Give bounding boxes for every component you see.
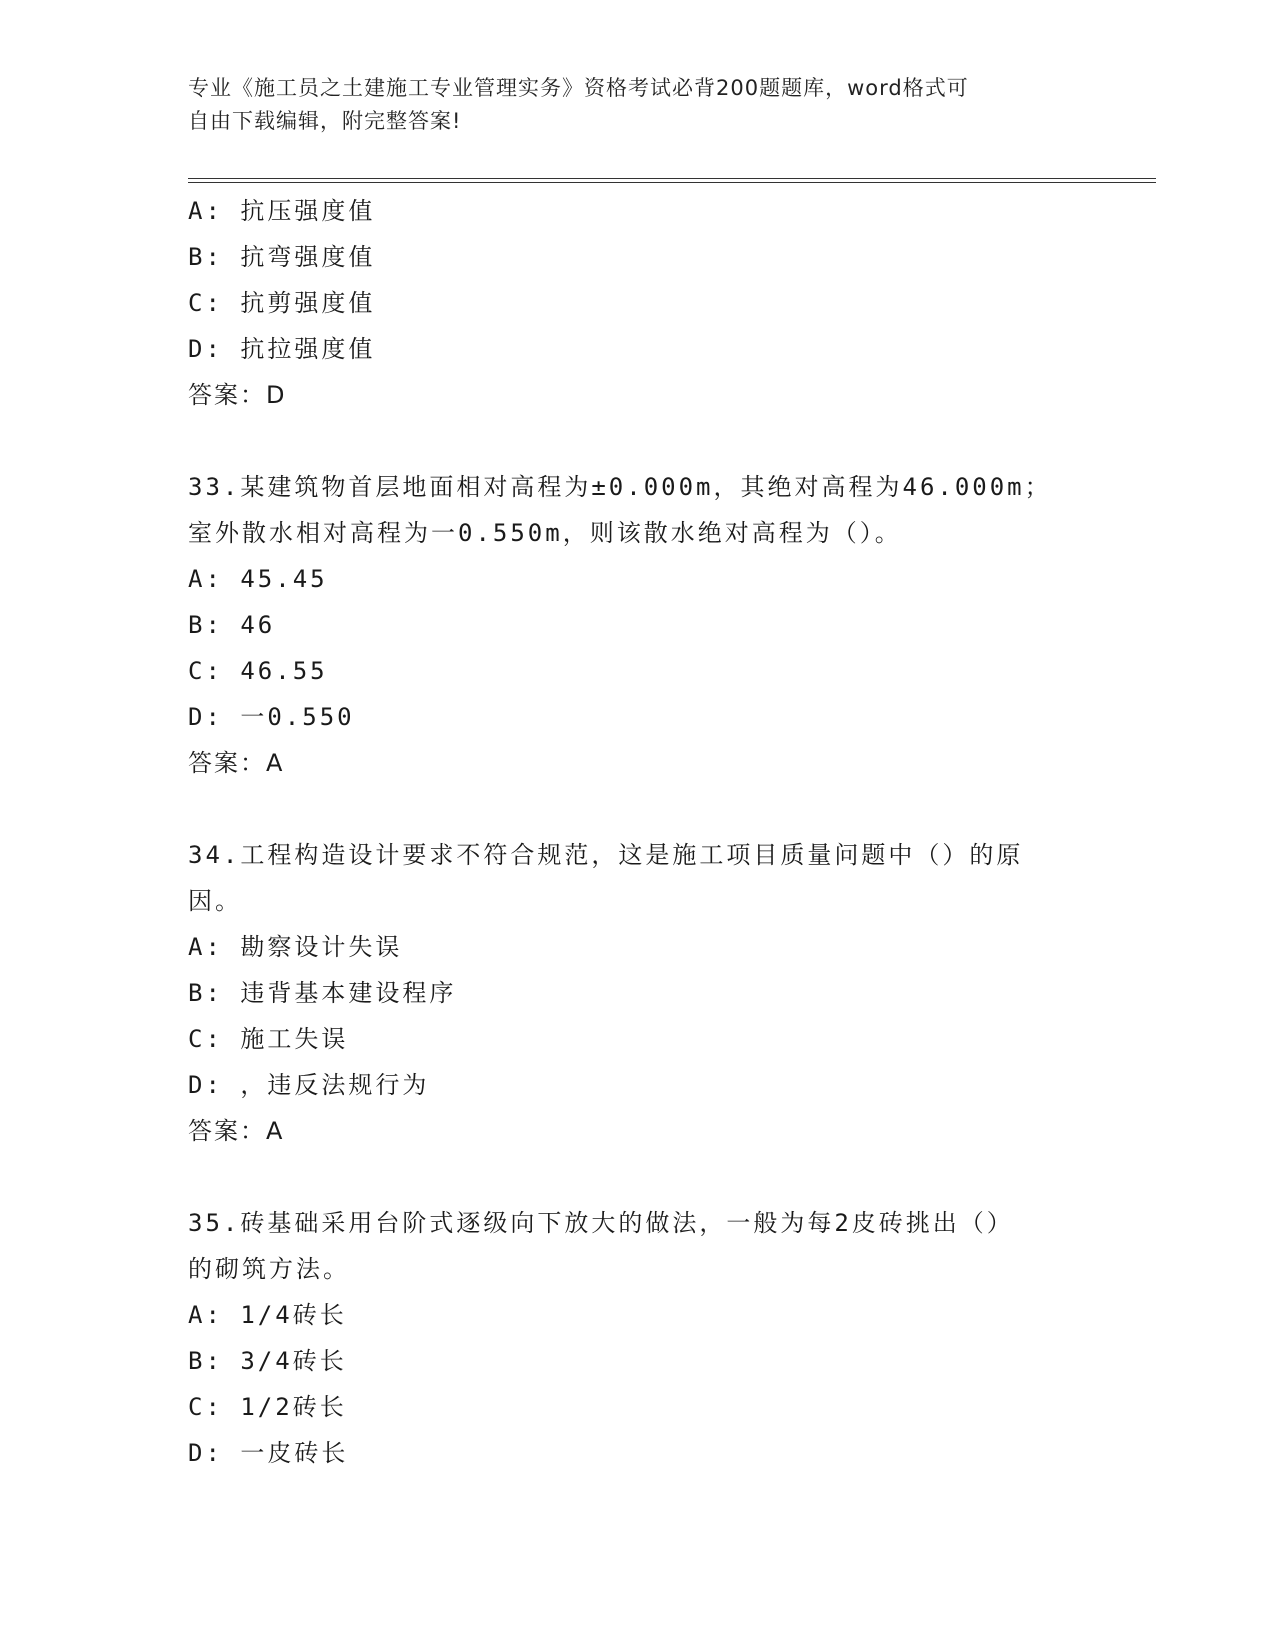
option-b: B: 46 (188, 611, 276, 639)
option-c: C: 46.55 (188, 657, 328, 685)
question-33 (188, 464, 1088, 786)
spacer (188, 786, 1088, 832)
option-a: A: 1/4砖长 (188, 1301, 347, 1329)
header-line-2: 自由下载编辑，附完整答案! (188, 109, 462, 133)
answer-line: 答案：A (188, 1117, 285, 1145)
spacer (188, 1154, 1088, 1200)
option-b: B: 3/4砖长 (188, 1347, 347, 1375)
header-rule-bottom (188, 182, 1156, 183)
option-d: D: ，违反法规行为 (188, 1071, 430, 1099)
document-header (188, 72, 1088, 138)
question-35 (188, 1200, 1088, 1476)
header-line-1: 专业《施工员之土建施工专业管理实务》资格考试必背200题题库，word格式可 (188, 76, 969, 100)
question-text-line-1: 33.某建筑物首层地面相对高程为±0.000m，其绝对高程为46.000m； (188, 473, 1052, 501)
question-list (188, 188, 1088, 1476)
spacer (188, 418, 1088, 464)
option-c: C: 施工失误 (188, 1025, 349, 1053)
option-c: C: 1/2砖长 (188, 1393, 347, 1421)
option-a: A: 勘察设计失误 (188, 933, 403, 961)
header-rule-top (188, 178, 1156, 179)
question-text-line-2: 室外散水相对高程为一0.550m，则该散水绝对高程为（）。 (188, 519, 902, 547)
option-d: D: 抗拉强度值 (188, 335, 376, 363)
option-a: A: 抗压强度值 (188, 197, 376, 225)
option-b: B: 违背基本建设程序 (188, 979, 457, 1007)
option-c: C: 抗剪强度值 (188, 289, 376, 317)
option-d: D: 一0.550 (188, 703, 355, 731)
question-text-line-2: 因。 (188, 887, 242, 915)
question-32 (188, 188, 1088, 418)
question-text-line-1: 34.工程构造设计要求不符合规范，这是施工项目质量问题中（）的原 (188, 841, 1024, 869)
question-text-line-1: 35.砖基础采用台阶式逐级向下放大的做法，一般为每2皮砖挑出（） (188, 1209, 1014, 1237)
question-34 (188, 832, 1088, 1154)
option-d: D: 一皮砖长 (188, 1439, 349, 1467)
question-text-line-2: 的砌筑方法。 (188, 1255, 350, 1283)
option-a: A: 45.45 (188, 565, 328, 593)
option-b: B: 抗弯强度值 (188, 243, 376, 271)
answer-line: 答案：A (188, 749, 285, 777)
answer-line: 答案：D (188, 381, 287, 409)
